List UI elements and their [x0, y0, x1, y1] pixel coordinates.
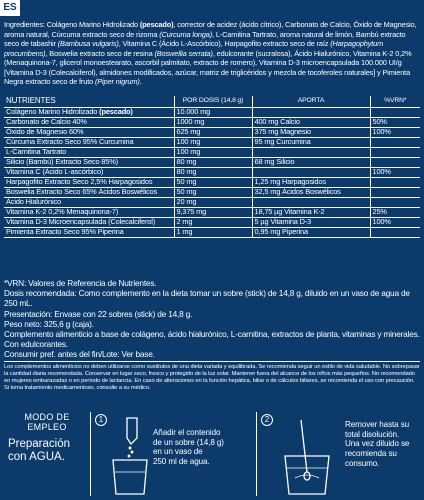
- nutrition-row: [4, 217, 420, 227]
- recommended-dose: Dosis recomendada: Como complemento en la dieta tomar un sobre (stick) de 14,8 g, diluido en un vaso de agua de 250 mL.: [4, 288, 410, 309]
- step-1-line: Añadir el contenido: [153, 428, 221, 437]
- step-2-line: recomienda su: [345, 449, 397, 459]
- usage-step-2: [256, 412, 420, 496]
- nutrient-name: [4, 137, 174, 147]
- nutrient-name: [4, 217, 174, 227]
- nutrition-row: [4, 107, 420, 117]
- nutrient-provides: 32,5 mg Ácidos Boswélicos: [252, 187, 370, 197]
- ingredients-latin-name: (Piper nigrum): [94, 77, 140, 86]
- ingredients-latin-name: (Curcuma longa): [159, 29, 213, 39]
- nutrient-dose: 9,375 mg: [174, 207, 252, 217]
- nutrient-provides: [252, 167, 370, 177]
- nutrient-vrn: [370, 157, 420, 167]
- nutrient-provides: 400 mg Calcio: [252, 117, 370, 127]
- nutrient-provides: [252, 147, 370, 157]
- nutrition-row: [4, 167, 420, 177]
- step-2-line: consumo.: [345, 458, 380, 468]
- step-2-line: Una vez diluido se: [345, 439, 410, 449]
- nutrient-name-text: Cúrcuma Extracto Seco 95% Curcumina: [6, 136, 134, 146]
- step-1-line: de un sobre (14,8 g): [153, 437, 224, 447]
- step-1-line: 250 ml de agua.: [153, 457, 210, 467]
- nutrient-vrn: [370, 147, 420, 157]
- ingredients-latin-name: (Harpagophytum procumbens): [4, 39, 384, 58]
- ingredients-part: , edulcorante (sucralosa), Ácido Hialurónico, Vitamina K-2 0,2% (Menaquinona-7, glicerol monoestearato, ascorbil palmitato, extracto de romero), Vitamina D-3 microencapsulada 100.000 UI/g [Vitamina D-3 (Colecalciferol), almidones modificados, azúcar, matriz de triglicéridos y mezcla de tocoferoles naturales] y Pimienta Negra extracto seco de fruto: [4, 48, 412, 86]
- nutrient-vrn: 100%: [370, 167, 420, 177]
- ingredients-part: , corrector de acidez (ácido cítrico), Carbonato de Calcio, Óxido de Magnesio, aroma natural, Cúrcuma extracto seco de rizoma: [4, 20, 417, 39]
- nutrient-provides: [252, 107, 370, 117]
- nutrient-vrn: 100%: [370, 217, 420, 227]
- nutrient-dose: 80 mg: [174, 167, 252, 177]
- nutrient-provides: 0,95 mg Piperina: [252, 227, 370, 237]
- nutrient-name-text: Vitamina K-2 0,2% Menaquinona-7): [6, 206, 119, 216]
- nutrient-dose: 100 mg: [174, 137, 252, 147]
- presentation: Presentación: Envase con 22 sobres (stick) de 14,8 g.: [4, 308, 193, 319]
- nutrition-table: [4, 96, 420, 238]
- nutrition-header-row: [4, 96, 420, 107]
- sachet-pour-icon: [107, 416, 153, 496]
- nutrient-vrn: 25%: [370, 207, 420, 217]
- nutrient-dose: 50 mg: [174, 187, 252, 197]
- nutrient-name-text: Boswelia Extracto Seco 65% Ácidos Boswélicos: [6, 186, 158, 196]
- ingredients-allergen: (pescado): [139, 20, 174, 29]
- nutrient-name: [4, 207, 174, 217]
- divider: [4, 361, 420, 362]
- usage-step-1: [90, 412, 250, 496]
- nutrient-name: [4, 117, 174, 127]
- notes-block: [4, 278, 420, 392]
- header-nutrients: NUTRIENTES: [4, 96, 174, 107]
- nutrition-row: [4, 227, 420, 237]
- nutrient-name: [4, 177, 174, 187]
- ingredients-latin-name: (Boswellia serrata): [154, 48, 213, 58]
- step-2-line: total disolución.: [345, 429, 400, 439]
- nutrition-body: [4, 107, 420, 237]
- best-before: Consumir pref. antes del fin/Lote: Ver base.: [4, 349, 155, 360]
- step-2-text: [345, 420, 409, 469]
- nutrient-name: [4, 157, 174, 167]
- nutrient-name: [4, 197, 174, 207]
- ingredients-part: , L-Carnitina Tartrato, aroma natural de limón, Bambú extracto seco de tabashir: [4, 29, 406, 48]
- nutrient-vrn: [370, 177, 420, 187]
- header-provides: APORTA: [252, 96, 370, 107]
- vrn-note: *VRN: Valores de Referencia de Nutrientes.: [4, 278, 157, 288]
- nutrition-row: [4, 147, 420, 157]
- nutrition-row: [4, 207, 420, 217]
- nutrient-dose: 1 mg: [174, 227, 252, 237]
- step-2-line: Remover hasta su: [345, 420, 410, 429]
- nutrition-row: [4, 197, 420, 207]
- usage-mode: [8, 412, 86, 488]
- nutrition-row: [4, 177, 420, 187]
- nutrient-vrn: [370, 137, 420, 147]
- nutrient-name: [4, 187, 174, 197]
- nutrient-provides: 68 mg Silicio: [252, 157, 370, 167]
- nutrient-provides: 1,25 mg Harpagosidos: [252, 177, 370, 187]
- nutrient-dose: 1000 mg: [174, 117, 252, 127]
- nutrient-dose: 625 mg: [174, 127, 252, 137]
- nutrient-vrn: [370, 107, 420, 117]
- nutrient-name-text: Silicio (Bambú) Extracto Seco 85%): [6, 156, 118, 166]
- nutrient-name-text: Carbonato de Calcio 40%: [6, 116, 87, 126]
- sweeteners-note: Con edulcorantes.: [4, 339, 68, 350]
- nutrition-row: [4, 137, 420, 147]
- nutrition-row: [4, 187, 420, 197]
- nutrient-vrn: [370, 227, 420, 237]
- preparation-line-2: con AGUA.: [8, 451, 65, 463]
- nutrient-provides: 5 µg Vitamina D-3: [252, 217, 370, 227]
- stirring-glass-icon: [277, 416, 337, 496]
- nutrient-dose: 20 mg: [174, 197, 252, 207]
- step-1-line: en un vaso de: [153, 447, 203, 457]
- nutrient-name-text: Ácido Hialurónico: [6, 196, 61, 206]
- ingredients-text: [4, 20, 418, 87]
- nutrient-name-text: Vitamina C (Ácido L-ascórbico): [6, 166, 104, 176]
- nutrient-vrn: 100%: [370, 127, 420, 137]
- nutrient-vrn: [370, 197, 420, 207]
- nutrient-vrn: [370, 187, 420, 197]
- nutrient-name: [4, 227, 174, 237]
- step-1-text: [153, 428, 224, 467]
- ingredients-part: .: [139, 77, 142, 86]
- ingredients-label: Ingredientes:: [4, 20, 45, 29]
- nutrient-provides: 375 mg Magnesio: [252, 127, 370, 137]
- header-vrn: %VRN*: [370, 96, 420, 107]
- nutrient-provides: 18,75 µg Vitamina K-2: [252, 207, 370, 217]
- nutrition-row: [4, 157, 420, 167]
- nutrition-row: [4, 117, 420, 127]
- nutrient-name-text: L-Carnitina Tartrato: [6, 146, 67, 156]
- supplement-description: Complemento alimenticio a base de colágeno, ácido hialurónico, L-carnitina, extractos de planta, vitaminas y minerales.: [4, 329, 420, 340]
- language-badge: ES: [0, 0, 20, 16]
- net-weight: Peso neto: 325,6 g (caja).: [4, 318, 94, 329]
- nutrient-dose: 80 mg: [174, 157, 252, 167]
- nutrient-name-text: Harpagofito Extracto Seco 2,5% Harpagosidos: [6, 176, 153, 186]
- nutrient-name-text: Óxido de Magnesio 60%: [6, 126, 84, 136]
- legal-warnings: Los complementos alimenticios no deben utilizarse como sustitutos de una dieta variada y equilibrada. Se recomienda seguir un estilo de vida saludable. No sobrepasar la cantidad diaria recomendada. Conservar en lugar seco, fresco y protegido de la luz solar. Mantener fuera del alcance de los niños más pequeños. No recomendado en mujeres embarazadas o en período de lactancia. En caso de alteraciones en la función hepática, biliar o de cálculos biliares, se recomienda el uso con precaución. Si toma tratamiento medicamentoso, consulte a su médico.: [4, 363, 420, 391]
- ingredients-part: , Boswelia extracto seco de resina: [45, 48, 153, 58]
- preparation-line-1: Preparación: [8, 438, 71, 450]
- nutrient-name-text: Vitamina D-3 Microencapsulada (Colecalciferol): [6, 216, 156, 226]
- nutrient-name: [4, 127, 174, 137]
- step-1-number: 1: [95, 414, 107, 426]
- nutrient-provides: [252, 197, 370, 207]
- nutrient-dose: 100 mg: [174, 147, 252, 157]
- step-2-number: 2: [261, 414, 273, 426]
- nutrient-provides: 95 mg Curcumina: [252, 137, 370, 147]
- ingredients-latin-name: (Bambusa vulgaris): [57, 39, 119, 48]
- nutrient-vrn: 50%: [370, 117, 420, 127]
- ingredients-part: , Vitamina C (Ácido L-Ascórbico), Harpagofito extracto seco de raíz: [118, 39, 329, 48]
- nutrient-name: [4, 107, 174, 117]
- usage-instructions: [4, 412, 420, 496]
- nutrient-dose: 10.000 mg: [174, 107, 252, 117]
- nutrient-dose: 50 mg: [174, 177, 252, 187]
- nutrient-dose: 2 mg: [174, 217, 252, 227]
- nutrient-name: [4, 167, 174, 177]
- nutrition-row: [4, 127, 420, 137]
- usage-title: MODO DE EMPLEO: [24, 412, 70, 432]
- nutrient-name-text: Pimienta Extracto Seco 95% Piperina: [6, 226, 124, 236]
- header-dose: POR DOSIS (14,8 g): [174, 96, 252, 107]
- nutrient-name-text: Colágeno Marino Hidrolizado: [6, 106, 98, 116]
- ingredients-part: Colágeno Marino Hidrolizado: [46, 20, 138, 29]
- nutrient-allergen: (pescado): [99, 106, 133, 116]
- nutrient-name: [4, 147, 174, 157]
